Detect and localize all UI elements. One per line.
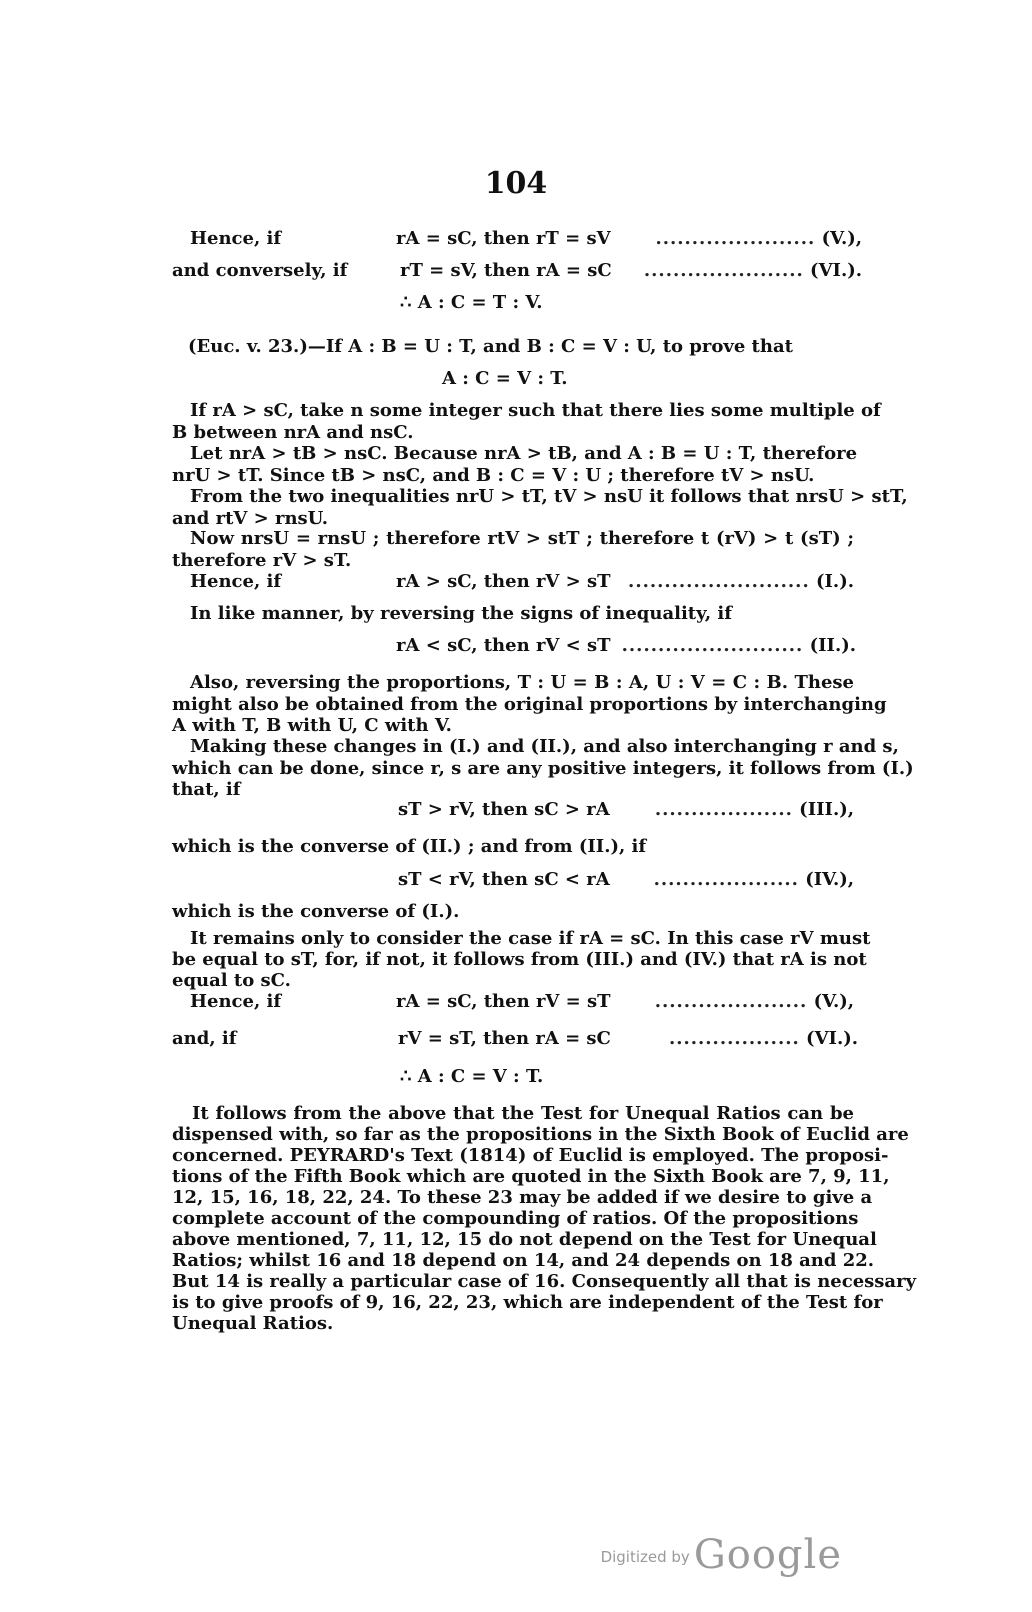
para-line: But 14 is really a particular case of 16. Consequently all that is necessary bbox=[172, 1271, 917, 1292]
page-number: 104 bbox=[484, 166, 548, 201]
tag-label: (VI.). bbox=[806, 1028, 858, 1049]
para-line: It follows from the above that the Test for Unequal Ratios can be bbox=[192, 1103, 854, 1124]
equation-line-v-second bbox=[190, 991, 854, 1013]
equation-line-vi bbox=[172, 260, 862, 282]
para-line: above mentioned, 7, 11, 12, 15 do not depend on the Test for Unequal bbox=[172, 1229, 877, 1250]
line-label: Hence, if bbox=[190, 228, 282, 249]
para-line: equal to sC. bbox=[172, 970, 291, 991]
leader-dots: ......................... bbox=[628, 571, 810, 592]
para-line: tions of the Fifth Book which are quoted in the Sixth Book are 7, 9, 11, bbox=[172, 1166, 890, 1187]
equation-line-iv bbox=[398, 869, 854, 891]
proposition-result: A : C = V : T. bbox=[442, 368, 568, 389]
equation: rA = sC, then rT = sV bbox=[396, 228, 611, 249]
equation-tag bbox=[655, 228, 862, 250]
line-label: and, if bbox=[172, 1028, 237, 1049]
proposition-heading: (Euc. v. 23.)—If A : B = U : T, and B : C = V : U, to prove that bbox=[188, 336, 793, 357]
equation-line-v bbox=[190, 228, 862, 250]
para-line: which is the converse of (I.). bbox=[172, 901, 460, 922]
line-label: and conversely, if bbox=[172, 260, 348, 281]
tag-label: (II.). bbox=[809, 635, 856, 656]
final-conclusion: ∴ A : C = V : T. bbox=[400, 1066, 544, 1087]
equation-line-i bbox=[190, 571, 854, 593]
tag-label: (III.), bbox=[799, 799, 854, 820]
leader-dots: ................... bbox=[654, 799, 793, 820]
para-line: and rtV > rnsU. bbox=[172, 508, 328, 529]
para-line: dispensed with, so far as the propositions in the Sixth Book of Euclid are bbox=[172, 1124, 909, 1145]
equation-tag bbox=[622, 635, 856, 657]
para-line: B between nrA and nsC. bbox=[172, 422, 414, 443]
equation: rA < sC, then rV < sT bbox=[396, 635, 611, 656]
equation: rV = sT, then rA = sC bbox=[398, 1028, 611, 1049]
equation: rA > sC, then rV > sT bbox=[396, 571, 611, 592]
watermark-small: Digitized by bbox=[600, 1548, 690, 1566]
para-line: In like manner, by reversing the signs of inequality, if bbox=[190, 603, 732, 624]
para-line: Also, reversing the proportions, T : U = B : A, U : V = C : B. These bbox=[190, 672, 854, 693]
para-line: complete account of the compounding of ratios. Of the propositions bbox=[172, 1208, 859, 1229]
equation-tag bbox=[655, 991, 854, 1013]
para-line: If rA > sC, take n some integer such that there lies some multiple of bbox=[190, 400, 881, 421]
tag-label: (I.). bbox=[816, 571, 854, 592]
line-label: Hence, if bbox=[190, 991, 282, 1012]
equation-line-ii bbox=[396, 635, 856, 657]
tag-label: (VI.). bbox=[810, 260, 862, 281]
para-line: might also be obtained from the original proportions by interchanging bbox=[172, 694, 887, 715]
para-line: which is the converse of (II.) ; and from (II.), if bbox=[172, 836, 647, 857]
digitized-by-google-watermark bbox=[601, 1532, 842, 1578]
para-line: Ratios; whilst 16 and 18 depend on 14, and 24 depends on 18 and 22. bbox=[172, 1250, 875, 1271]
para-line: It remains only to consider the case if rA = sC. In this case rV must bbox=[190, 928, 871, 949]
para-line: which can be done, since r, s are any positive integers, it follows from (I.) bbox=[172, 758, 914, 779]
equation-tag bbox=[654, 869, 854, 891]
equation-tag bbox=[669, 1028, 858, 1050]
equation-tag bbox=[655, 799, 854, 821]
leader-dots: .................... bbox=[653, 869, 799, 890]
para-line: nrU > tT. Since tB > nsC, and B : C = V : U ; therefore tV > nsU. bbox=[172, 465, 815, 486]
leader-dots: .................. bbox=[668, 1028, 800, 1049]
equation-line-vi-second bbox=[172, 1028, 858, 1050]
leader-dots: ...................... bbox=[643, 260, 804, 281]
para-line: that, if bbox=[172, 779, 241, 800]
para-line: is to give proofs of 9, 16, 22, 23, which are independent of the Test for bbox=[172, 1292, 883, 1313]
equation: sT > rV, then sC > rA bbox=[398, 799, 610, 820]
equation: rT = sV, then rA = sC bbox=[400, 260, 612, 281]
para-line: Now nrsU = rnsU ; therefore rtV > stT ; therefore t (rV) > t (sT) ; bbox=[190, 528, 854, 549]
equation: sT < rV, then sC < rA bbox=[398, 869, 610, 890]
equation-tag bbox=[628, 571, 854, 593]
tag-label: (IV.), bbox=[805, 869, 854, 890]
para-line: concerned. PEYRARD's Text (1814) of Euclid is employed. The proposi- bbox=[172, 1145, 889, 1166]
watermark-logo: Google bbox=[693, 1532, 842, 1578]
tag-label: (V.), bbox=[821, 228, 862, 249]
equation-line-iii bbox=[398, 799, 854, 821]
line-label: Hence, if bbox=[190, 571, 282, 592]
para-line: 12, 15, 16, 18, 22, 24. To these 23 may be added if we desire to give a bbox=[172, 1187, 873, 1208]
para-line: be equal to sT, for, if not, it follows from (III.) and (IV.) that rA is not bbox=[172, 949, 867, 970]
para-line: Unequal Ratios. bbox=[172, 1313, 334, 1334]
para-line: therefore rV > sT. bbox=[172, 550, 352, 571]
leader-dots: ......................... bbox=[621, 635, 804, 656]
leader-dots: ...................... bbox=[655, 228, 816, 249]
leader-dots: ..................... bbox=[654, 991, 808, 1012]
conclusion-line: ∴ A : C = T : V. bbox=[400, 292, 543, 313]
para-line: A with T, B with U, C with V. bbox=[172, 715, 452, 736]
para-line: From the two inequalities nrU > tT, tV > nsU it follows that nrsU > stT, bbox=[190, 486, 908, 507]
para-line: Making these changes in (I.) and (II.), and also interchanging r and s, bbox=[190, 736, 899, 757]
equation-tag bbox=[644, 260, 862, 282]
tag-label: (V.), bbox=[813, 991, 854, 1012]
para-line: Let nrA > tB > nsC. Because nrA > tB, and A : B = U : T, therefore bbox=[190, 443, 858, 464]
equation: rA = sC, then rV = sT bbox=[396, 991, 611, 1012]
